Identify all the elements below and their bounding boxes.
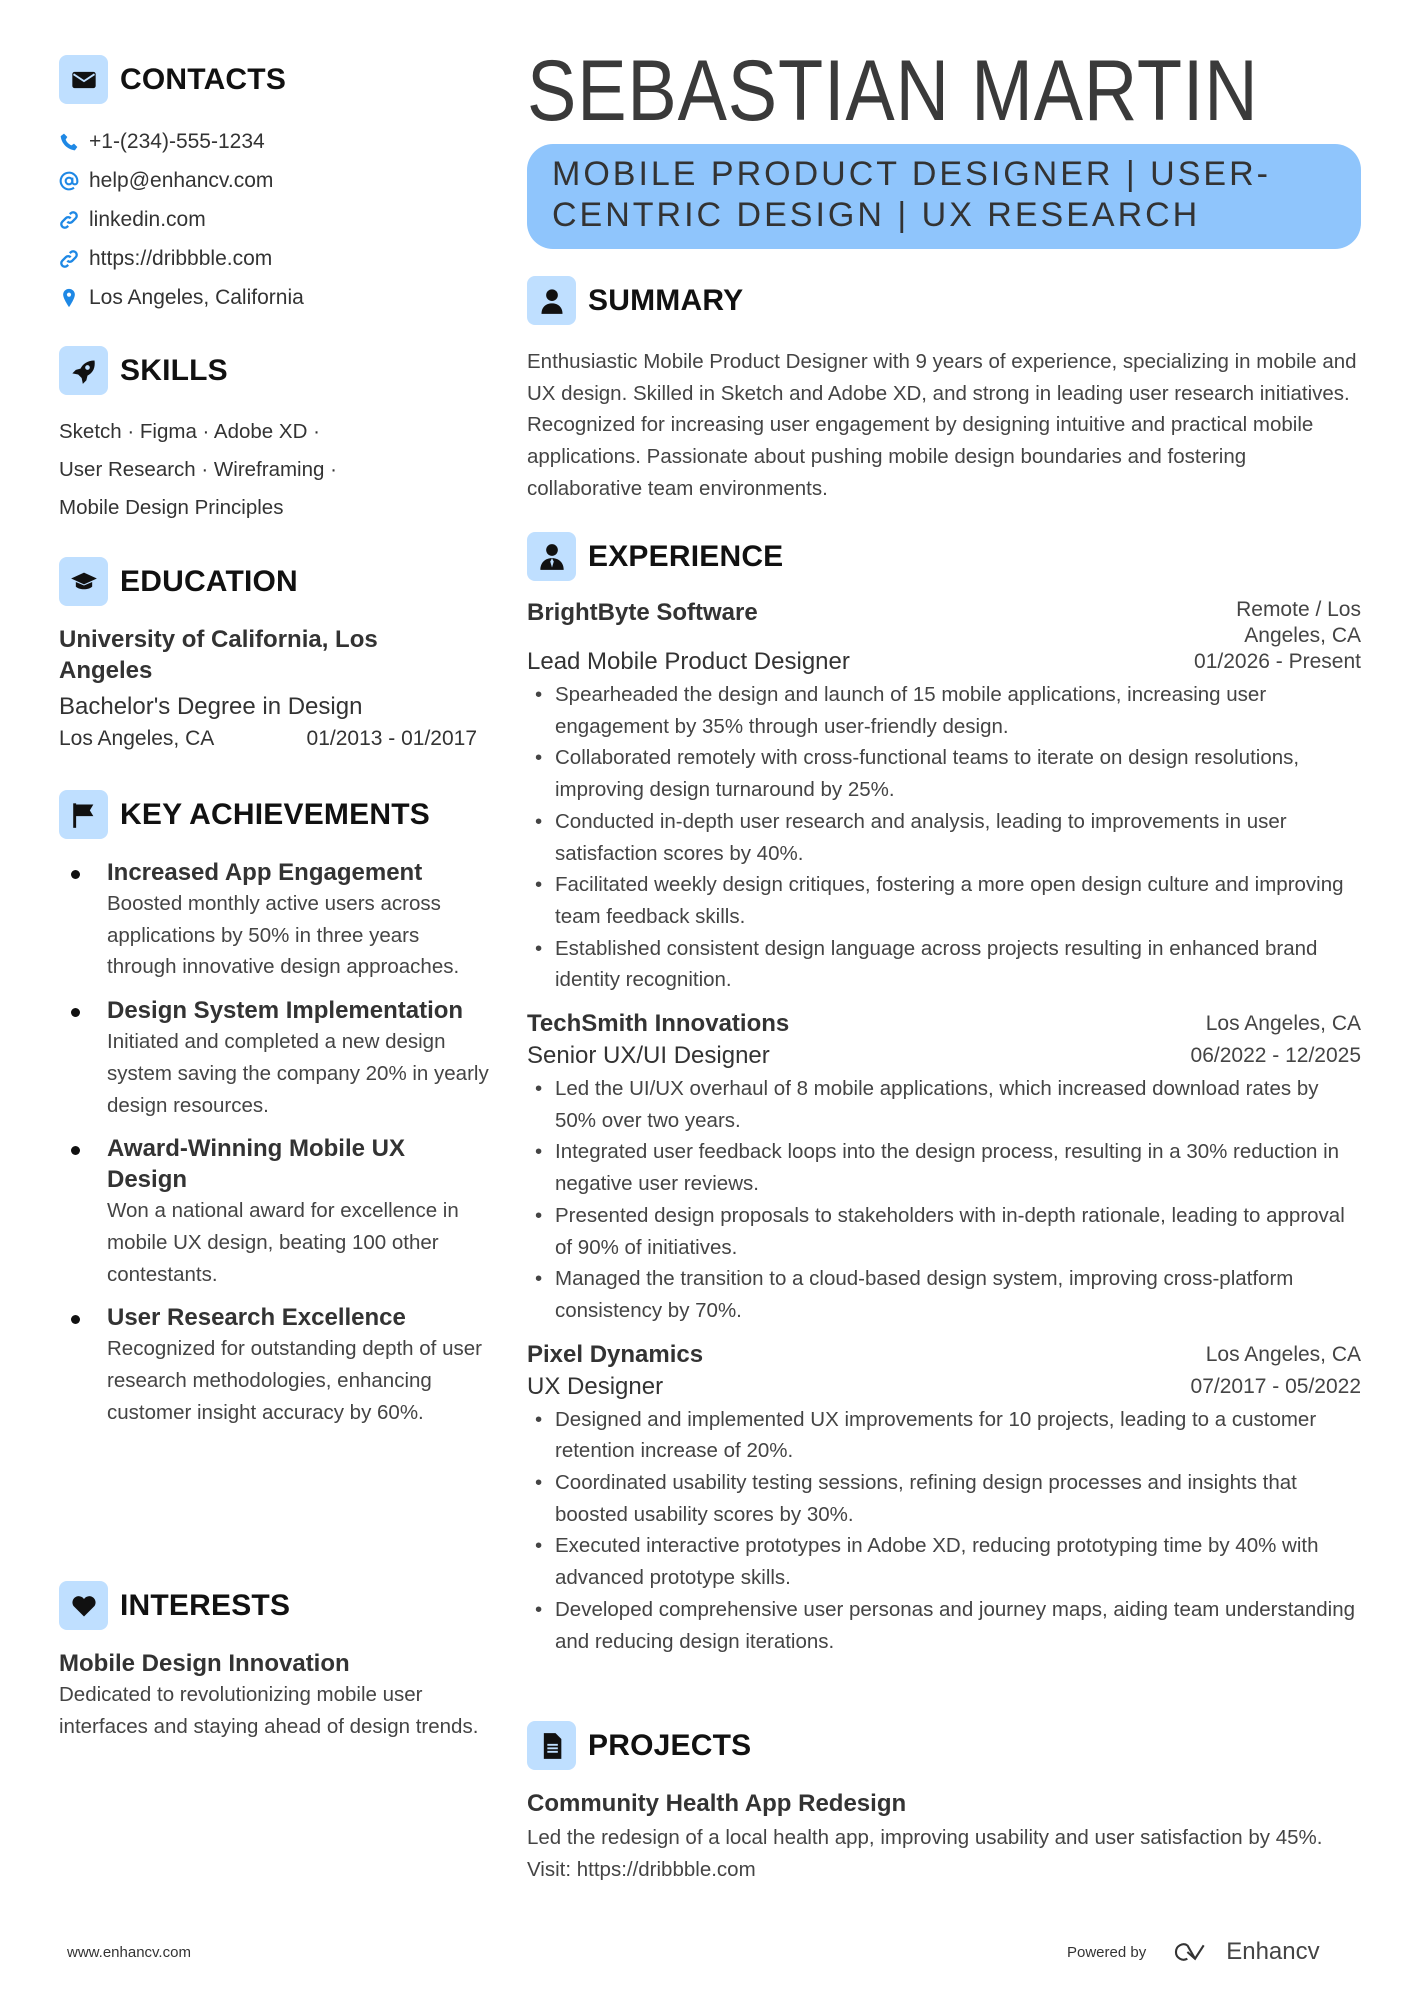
job-bullet: • Led the UI/UX overhaul of 8 mobile applications, which increased download rates by 50% over two years. [527,1073,1361,1136]
achievement-title: Increased App Engagement [107,859,423,886]
experience-heading: EXPERIENCE [588,539,784,573]
skills-line: Mobile Design Principles [59,496,284,519]
education-section [59,557,489,754]
job-bullet: • Collaborated remotely with cross-functional teams to iterate on design resolutions, improving design turnaround by 25%. [527,742,1361,805]
job-company: TechSmith Innovations [527,1010,790,1038]
job-company: Pixel Dynamics [527,1340,704,1368]
projects-section [527,1721,1361,1885]
achievement-item [59,857,489,983]
document-icon [527,1721,576,1770]
enhancv-brand: Enhancv [1226,1938,1320,1965]
experience-section [527,532,1361,1657]
interest-desc: Dedicated to revolutionizing mobile user interfaces and staying ahead of design trends. [59,1683,479,1738]
job-role: Lead Mobile Product Designer [527,648,850,675]
contact-linkedin[interactable] [59,200,489,239]
graduation-cap-icon [59,557,108,606]
contact-text: help@enhancv.com [89,168,274,192]
user-icon [527,276,576,325]
skills-heading: SKILLS [120,353,228,387]
phone-icon [59,132,79,152]
job-bullet: • Facilitated weekly design critiques, fostering a more open design culture and improving team feedback skills. [527,869,1361,932]
job-bullet: • Conducted in-depth user research and analysis, leading to improvements in user satisfaction scores by 40%. [527,806,1361,869]
achievement-desc: Recognized for outstanding depth of user research methodologies, enhancing customer insight accuracy by 60%. [107,1337,482,1424]
job-entry [527,597,1361,996]
education-degree: Bachelor's Degree in Design [59,693,363,720]
skills-section [59,346,489,527]
footer-url[interactable]: www.enhancv.com [67,1944,191,1961]
achievement-desc: Won a national award for excellence in mobile UX design, beating 100 other contestants. [107,1199,459,1286]
job-dates: 07/2017 - 05/2022 [1190,1374,1361,1398]
achievement-item [59,1302,489,1428]
link-icon [59,249,79,269]
job-bullet: • Presented design proposals to stakeholders with in-depth rationale, leading to approval of 90% of initiatives. [527,1200,1361,1263]
job-role: UX Designer [527,1372,664,1400]
project-desc: Led the redesign of a local health app, improving usability and user satisfaction by 45%. Visit: https://dribbble.com [527,1826,1323,1881]
education-dates: 01/2013 - 01/2017 [306,727,477,750]
interests-section [59,1581,489,1742]
header [527,43,1361,139]
education-location: Los Angeles, CA [59,727,215,750]
achievements-heading: KEY ACHIEVEMENTS [120,797,430,831]
job-dates: 06/2022 - 12/2025 [1190,1044,1361,1068]
contacts-heading: CONTACTS [120,62,287,96]
achievement-item [59,995,489,1121]
job-bullet: • Developed comprehensive user personas and journey maps, aiding team understanding and reducing design iterations. [527,1594,1361,1657]
job-company: BrightByte Software [527,599,758,626]
interests-heading: INTERESTS [120,1588,291,1622]
contact-phone[interactable] [59,122,489,161]
rocket-icon [59,346,108,395]
enhancv-logo-icon [1172,1940,1220,1964]
contact-text: +1-(234)-555-1234 [89,129,265,153]
contacts-section [59,55,489,317]
job-role: Senior UX/UI Designer [527,1042,770,1070]
achievement-desc: Boosted monthly active users across applications by 50% in three years through innovative design approaches. [107,892,460,979]
achievement-item [59,1133,489,1290]
education-heading: EDUCATION [120,564,298,598]
title-banner [527,144,1361,249]
contact-dribbble[interactable] [59,239,489,278]
job-location: Los Angeles, CA [1205,1012,1361,1036]
job-bullet: • Executed interactive prototypes in Adobe XD, reducing prototyping time by 40% with advanced prototype skills. [527,1530,1361,1593]
summary-heading: SUMMARY [588,283,744,317]
contact-text: Los Angeles, California [89,285,304,309]
achievement-title: Design System Implementation [107,997,464,1025]
job-title: MOBILE PRODUCT DESIGNER | USER-CENTRIC DESIGN | UX RESEARCH [552,155,1271,234]
achievement-title: User Research Excellence [107,1304,406,1332]
link-icon [59,210,79,230]
powered-by[interactable] [1067,1938,1320,1966]
job-bullet: • Managed the transition to a cloud-based design system, improving cross-platform consistency by 70%. [527,1263,1361,1326]
user-tie-icon [527,532,576,581]
achievement-title: Award-Winning Mobile UX Design [107,1135,405,1194]
projects-heading: PROJECTS [588,1728,752,1762]
powered-by-label: Powered by [1067,1943,1147,1961]
job-dates: 01/2026 - Present [1194,650,1361,673]
achievements-section [59,790,489,1440]
job-bullet: • Established consistent design language across projects resulting in enhanced brand identity recognition. [527,933,1361,996]
summary-section [527,276,1361,505]
contact-location [59,278,489,317]
interest-title: Mobile Design Innovation [59,1650,350,1677]
skills-line: User Research · Wireframing · [59,458,337,481]
summary-text: Enthusiastic Mobile Product Designer with 9 years of experience, specializing in mobile and UX design. Skilled in Sketch and Adobe XD, and strong in leading user research initiatives. Recognized for increasing user engagement by designing intuitive and practical mobile applications. Passionate about pushing mobile design boundaries and fostering collaborative team environments. [527,350,1357,500]
contact-text: https://dribbble.com [89,246,273,270]
job-bullet: • Designed and implemented UX improvements for 10 projects, leading to a customer retention increase of 20%. [527,1404,1361,1467]
at-icon [59,171,79,191]
job-location: Los Angeles, CA [1205,1342,1361,1366]
achievement-desc: Initiated and completed a new design system saving the company 20% in yearly design resources. [107,1030,489,1117]
project-title: Community Health App Redesign [527,1790,907,1817]
job-bullet: • Coordinated usability testing sessions, refining design processes and insights that boosted usability scores by 30%. [527,1467,1361,1530]
job-bullet: • Integrated user feedback loops into the design process, resulting in a 30% reduction in negative user reviews. [527,1136,1361,1199]
job-bullet: • Spearheaded the design and launch of 15 mobile applications, increasing user engagement by 35% through user-friendly design. [527,679,1361,742]
contact-email[interactable] [59,161,489,200]
job-location: Remote / Los Angeles, CA [1236,598,1361,647]
flag-icon [59,790,108,839]
location-pin-icon [59,288,79,308]
candidate-name: SEBASTIAN MARTIN [527,43,1259,139]
heart-icon [59,1581,108,1630]
education-school: University of California, Los Angeles [59,626,378,684]
envelope-icon [59,55,108,104]
job-entry [527,1008,1361,1327]
skills-line: Sketch · Figma · Adobe XD · [59,420,320,443]
job-entry [527,1339,1361,1658]
contact-text: linkedin.com [89,207,206,231]
